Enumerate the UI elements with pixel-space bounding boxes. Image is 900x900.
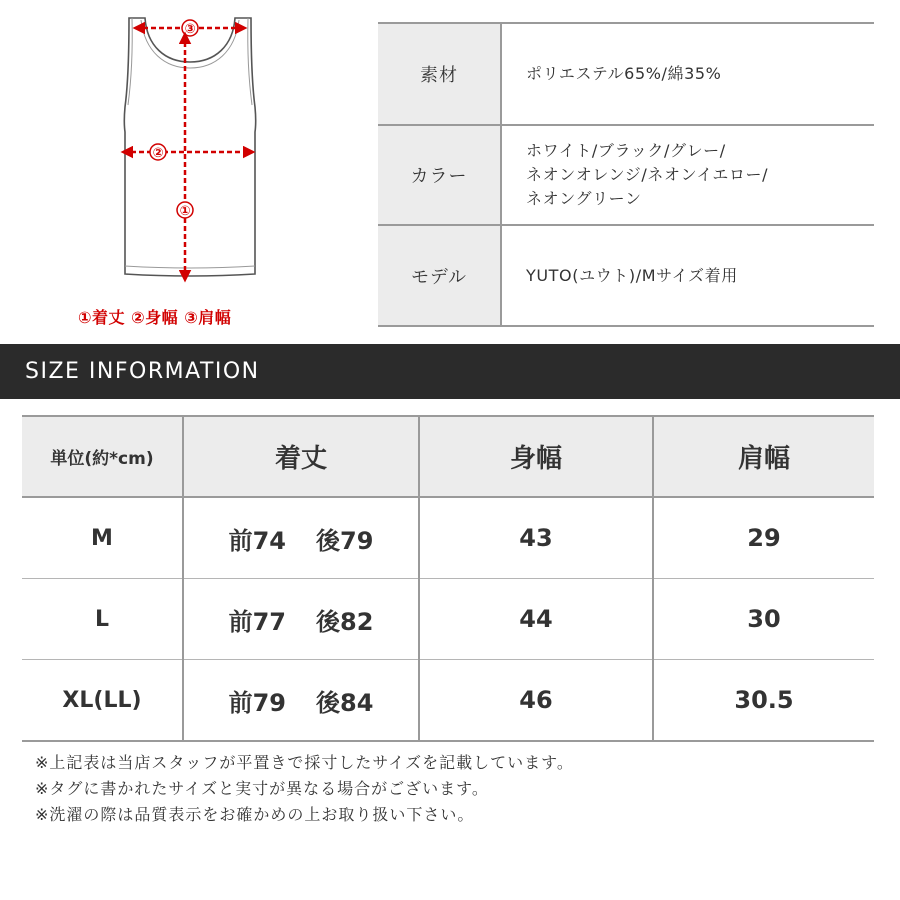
- size-table: [22, 415, 874, 742]
- spec-label: モデル: [378, 225, 501, 326]
- width-cell: 46: [419, 660, 653, 742]
- size-label: XL(LL): [22, 660, 183, 742]
- length-back: 後84: [316, 688, 374, 717]
- table-row: [22, 497, 874, 579]
- length-back: 後82: [316, 607, 374, 636]
- table-row: [22, 660, 874, 742]
- spec-row-material: [378, 23, 874, 125]
- spec-value-line: ポリエステル65%/綿35%: [526, 64, 722, 83]
- spec-table: [378, 22, 874, 327]
- marker-length: ①: [179, 204, 191, 219]
- length-front: 前77: [228, 607, 286, 636]
- spec-value-line: YUTO(ユウト)/Mサイズ着用: [526, 265, 738, 285]
- spec-value: [501, 225, 874, 326]
- marker-shoulder: ③: [184, 22, 196, 37]
- width-cell: 43: [419, 497, 653, 579]
- size-table-header: [22, 416, 874, 497]
- header-width: 身幅: [419, 416, 653, 497]
- length-cell: [183, 660, 419, 742]
- length-cell: [183, 579, 419, 660]
- tank-top-outline: [124, 18, 256, 276]
- note-line: ※洗濯の際は品質表示をお確かめの上お取り扱い下さい。: [35, 805, 475, 824]
- spec-row-color: [378, 125, 874, 225]
- note-line: ※タグに書かれたサイズと実寸が異なる場合がございます。: [35, 779, 489, 798]
- size-label: L: [22, 579, 183, 660]
- shoulder-cell: 30.5: [653, 660, 874, 742]
- note-line: ※上記表は当店スタッフが平置きで採寸したサイズを記載しています。: [35, 753, 574, 772]
- spec-label: カラー: [378, 125, 501, 225]
- spec-value: [501, 125, 874, 225]
- spec-row-model: [378, 225, 874, 326]
- length-cell: [183, 497, 419, 579]
- length-front: 前79: [228, 688, 286, 717]
- header-length: 着丈: [183, 416, 419, 497]
- tank-top-diagram: [95, 12, 285, 307]
- header-shoulder: 肩幅: [653, 416, 874, 497]
- notes: [35, 750, 574, 828]
- shoulder-cell: 30: [653, 579, 874, 660]
- size-information-banner: SIZE INFORMATION: [0, 344, 900, 399]
- spec-value-line: ネオンオレンジ/ネオンイエロー/: [526, 165, 769, 184]
- spec-value-line: ホワイト/ブラック/グレー/: [526, 141, 726, 160]
- header-unit: 単位(約*cm): [22, 416, 183, 497]
- measurement-legend: ①着丈 ②身幅 ③肩幅: [78, 308, 232, 327]
- spec-value-line: ネオングリーン: [526, 189, 642, 208]
- size-label: M: [22, 497, 183, 579]
- table-row: [22, 579, 874, 660]
- length-front: 前74: [228, 526, 286, 555]
- spec-value: [501, 23, 874, 125]
- spec-label: 素材: [378, 23, 501, 125]
- shoulder-cell: 29: [653, 497, 874, 579]
- length-back: 後79: [316, 526, 374, 555]
- width-cell: 44: [419, 579, 653, 660]
- marker-width: ②: [152, 146, 164, 161]
